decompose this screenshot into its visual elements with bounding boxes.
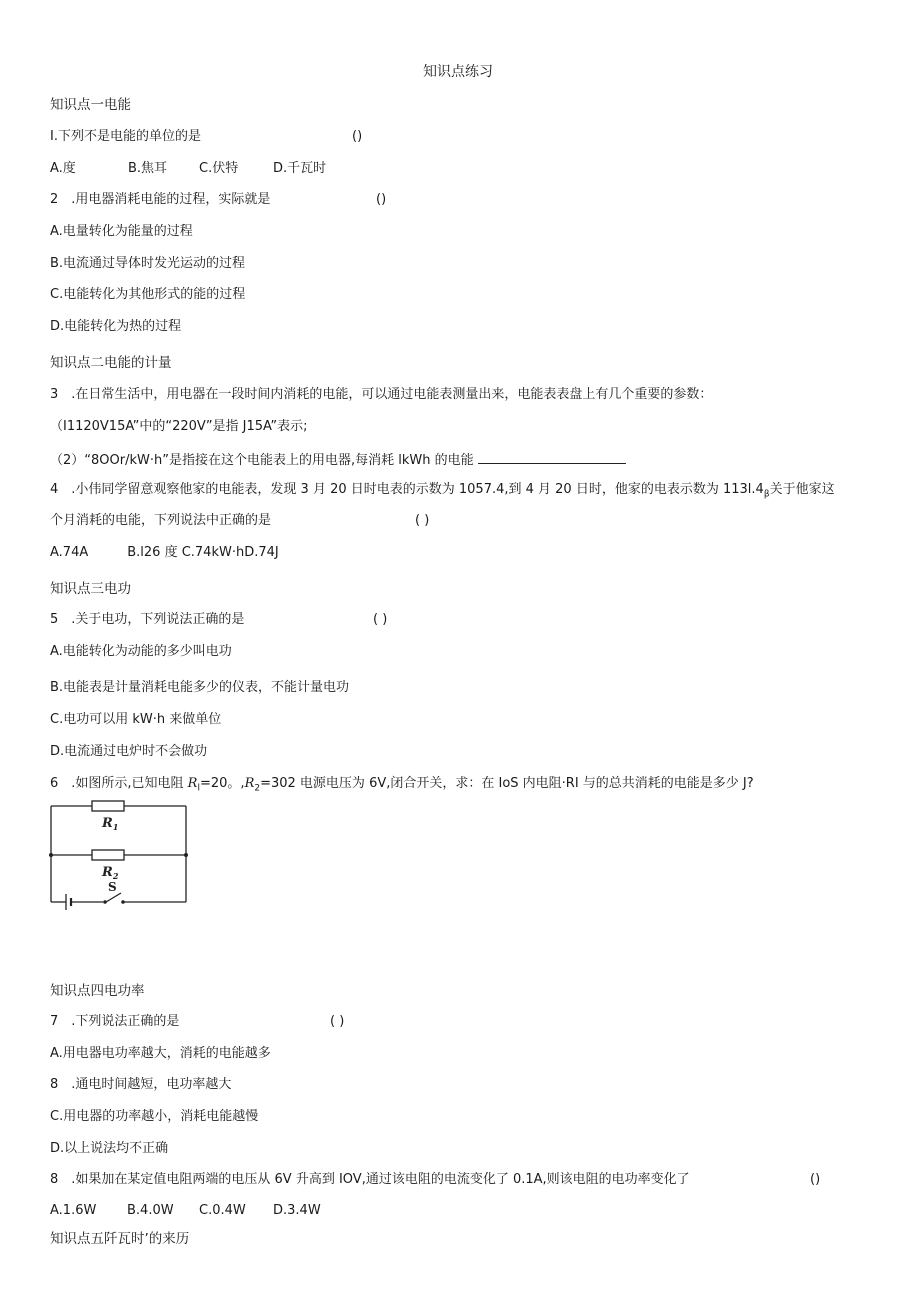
question-7-option-c: C.用电器的功率越小，消耗电能越慢	[50, 1109, 259, 1124]
question-1-option-a: A.度	[50, 161, 76, 176]
section-heading-4: 知识点四电功率	[50, 983, 145, 999]
question-6-prefix: 6 .如图所示,已知电阻	[50, 776, 188, 791]
section-heading-3: 知识点三电功	[50, 581, 131, 597]
resistor-r1	[92, 801, 124, 811]
question-1-answer-paren: ()	[352, 129, 363, 144]
switch-contact-left	[103, 900, 107, 904]
question-5-option-c: C.电功可以用 kW·h 来做单位	[50, 712, 222, 727]
question-5-option-d: D.电流通过电炉时不会做功	[50, 744, 208, 759]
label-r1	[101, 816, 118, 832]
question-2-option-c: C.电能转化为其他形式的能的过程	[50, 287, 246, 302]
junction-left	[49, 853, 53, 857]
question-4-stem-line-2: 个月消耗的电能，下列说法中正确的是	[50, 513, 272, 528]
label-r1-subscript: 1	[112, 822, 119, 832]
question-4-stem-text: 4 .小伟同学留意观察他家的电能表，发现 3 月 20 日时电表的示数为 1057.4,到 4 月 20 日时，他家的电表示数为 113l.4	[50, 482, 764, 497]
question-6-stem	[50, 776, 754, 797]
label-r1-letter: R	[102, 816, 113, 831]
question-2-option-a: A.电量转化为能量的过程	[50, 224, 193, 239]
question-8-option-b: B.4.0W	[127, 1203, 174, 1218]
label-r2-subscript: 2	[112, 871, 119, 881]
question-7-option-a: A.用电器电功率越大，消耗的电能越多	[50, 1046, 271, 1061]
question-4-stem-tail: 关于他家这	[769, 482, 835, 497]
section-heading-5: 知识点五阡瓦时’的来历	[50, 1231, 190, 1247]
section-heading-2: 知识点二电能的计量	[50, 355, 172, 371]
answer-blank	[478, 451, 626, 464]
question-1-stem: I.下列不是电能的单位的是	[50, 129, 201, 144]
question-7-answer-paren: ( )	[330, 1014, 345, 1029]
label-switch: S	[108, 880, 117, 894]
resistor-symbol-r2: R	[244, 776, 255, 791]
circuit-diagram	[46, 800, 192, 912]
switch-lever	[106, 893, 121, 902]
question-6-suffix: =302 电源电压为 6V,闭合开关，求：在 IoS 内电阻·RI 与的总共消耗的电能是多少 J?	[260, 776, 754, 791]
question-2-option-b: B.电流通过导体时发光运动的过程	[50, 256, 246, 271]
question-6-mid: =20。,	[199, 776, 245, 791]
question-1-option-b: B.焦耳	[128, 161, 168, 176]
question-4-stem-subscript: β	[763, 489, 770, 500]
question-8-option-c: C.0.4W	[199, 1203, 246, 1218]
label-r2-letter: R	[102, 865, 113, 880]
question-3-stem: 3 .在日常生活中，用电器在一段时间内消耗的电能，可以通过电能表测量出来，电能表表盘上有几个重要的参数：	[50, 387, 713, 402]
question-5-stem: 5 .关于电功，下列说法正确的是	[50, 612, 245, 627]
resistor-symbol-r1-subscript: l	[197, 783, 200, 794]
section-heading-1: 知识点一电能	[50, 97, 131, 113]
question-3-line-2-text: （2）“8OOr/kW·h”是指接在这个电能表上的用电器,每消耗 lkWh 的电能	[50, 453, 474, 468]
question-8-option-d: D.3.4W	[273, 1203, 321, 1218]
resistor-symbol-r2-subscript: 2	[254, 783, 261, 794]
question-5-answer-paren: ( )	[373, 612, 388, 627]
question-5-option-a: A.电能转化为动能的多少叫电功	[50, 644, 232, 659]
question-8-stem: 8 .如果加在某定值电阻两端的电压从 6V 升高到 IOV,通过该电阻的电流变化了 0.1A,则该电阻的电功率变化了	[50, 1172, 690, 1187]
question-1-option-d: D.千瓦时	[273, 161, 327, 176]
resistor-symbol-r1: R	[187, 776, 198, 791]
resistor-r2	[92, 850, 124, 860]
switch-contact-right	[121, 900, 125, 904]
question-3-line-2	[50, 451, 626, 469]
question-4-options: A.74A B.l26 度 C.74kW·hD.74J	[50, 545, 279, 560]
label-r2	[101, 865, 119, 881]
junction-right	[184, 853, 188, 857]
question-4-answer-paren: ( )	[415, 513, 430, 528]
question-3-line-1: （I1120V15A”中的“220V”是指 J15A”表示;	[50, 419, 308, 434]
question-2-stem: 2 .用电器消耗电能的过程，实际就是	[50, 192, 271, 207]
question-7-stem: 7 .下列说法正确的是	[50, 1014, 180, 1029]
question-2-option-d: D.电能转化为热的过程	[50, 319, 182, 334]
question-1-option-c: C.伏特	[199, 161, 239, 176]
question-2-answer-paren: ()	[376, 192, 387, 207]
question-8-answer-paren: ()	[810, 1172, 821, 1187]
question-5-option-b: B.电能表是计量消耗电能多少的仪表，不能计量电功	[50, 680, 350, 695]
question-7-option-d: D.以上说法均不正确	[50, 1141, 169, 1156]
page-title: 知识点练习	[423, 64, 493, 80]
question-8-option-a: A.1.6W	[50, 1203, 97, 1218]
question-4-stem-line-1	[50, 482, 835, 503]
question-7-option-b: 8 .通电时间越短，电功率越大	[50, 1077, 232, 1092]
